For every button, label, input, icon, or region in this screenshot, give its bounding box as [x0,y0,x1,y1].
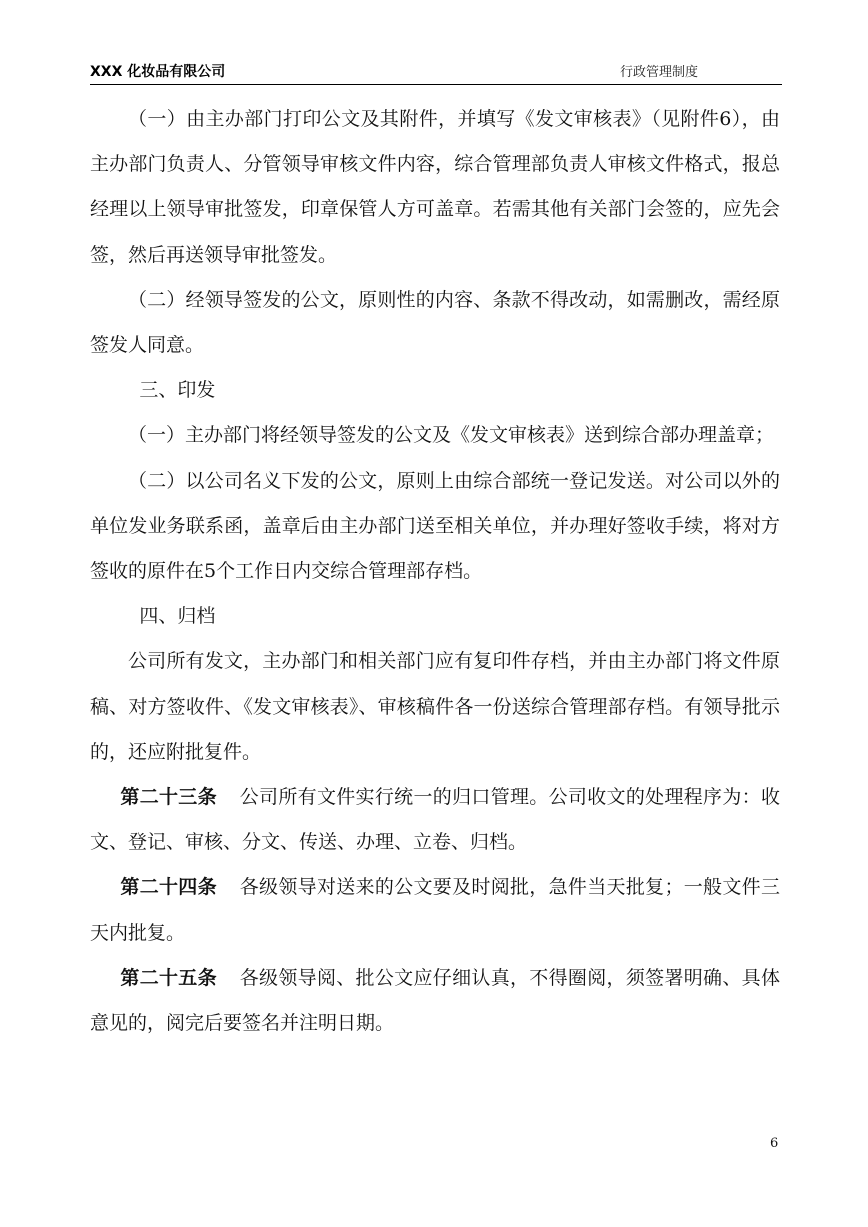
article-text: 公司所有文件实行统一的归口管理。公司收文的处理程序为：收文、登记、审核、分文、传送、办理、立卷、归档。 [90,786,780,854]
article [90,865,780,955]
article-text: 各级领导阅、批公文应仔细认真，不得圈阅，须签署明确、具体意见的，阅完后要签名并注明日期。 [90,966,780,1035]
paragraph: （二）经领导签发的公文，原则性的内容、条款不得改动，如需删改，需经原签发人同意。 [90,288,780,357]
article [90,956,780,1046]
article [90,775,780,865]
article-number: 第二十五条 [120,966,217,989]
document-body [90,97,780,1046]
paragraph: （一）主办部门将经领导签发的公文及《发文审核表》送到综合部办理盖章； [128,424,775,447]
article-number: 第二十三条 [120,786,217,809]
paragraph: 公司所有发文，主办部门和相关部门应有复印件存档，并由主办部门将文件原稿、对方签收件、《发文审核表》、审核稿件各一份送综合管理部存档。有领导批示的，还应附批复件。 [90,650,780,763]
company-name: XXX 化妆品有限公司 [90,64,226,80]
page-number: 6 [770,1136,779,1151]
section-heading: 四、归档 [139,605,216,628]
article-text: 各级领导对送来的公文要及时阅批，急件当天批复；一般文件三天内批复。 [90,876,780,944]
page-header [90,62,780,84]
article-number: 第二十四条 [120,876,217,899]
paragraph: （二）以公司名义下发的公文，原则上由综合部统一登记发送。对公司以外的单位发业务联系函，盖章后由主办部门送至相关单位，并办理好签收手续，将对方签收的原件在5个工作日内交综合管理部存档。 [90,469,780,583]
header-rule [90,84,782,85]
section-heading: 三、印发 [139,379,216,402]
document-title: 行政管理制度 [620,65,699,80]
paragraph: （一）由主办部门打印公文及其附件，并填写《发文审核表》（见附件6），由主办部门负责人、分管领导审核文件内容，综合管理部负责人审核文件格式，报总经理以上领导审批签发，印章保管人方可盖章。若需其他有关部门会签的，应先会签，然后再送领导审批签发。 [90,108,780,266]
